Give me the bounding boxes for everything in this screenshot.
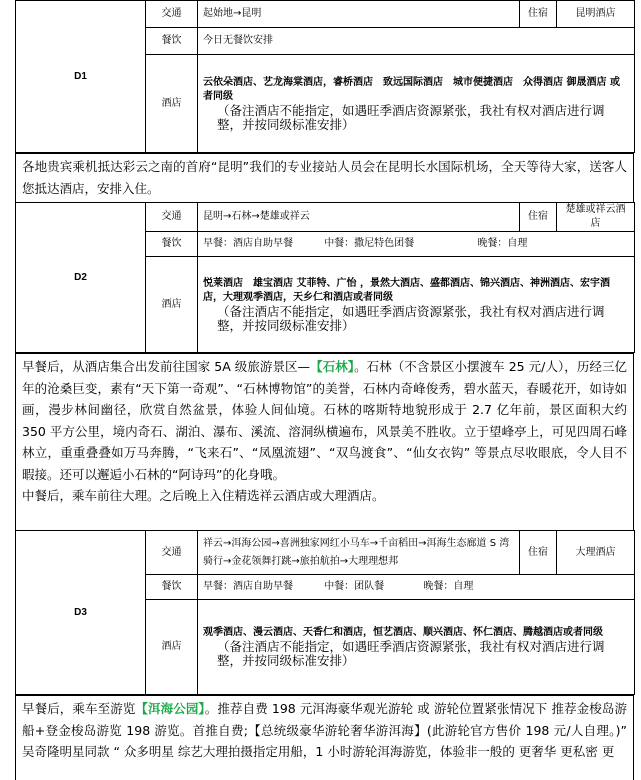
- hotel-list: 悦莱酒店 雄宝酒店 艾菲特、广怡 ，景然大酒店、盛都酒店、锦兴酒店、神洲酒店、宏宇酒店，大理观季酒店，天乡仁和酒店或者同级: [203, 277, 610, 303]
- stay-value: 大理酒店: [557, 531, 635, 575]
- breakfast-text: 早餐：酒店自助早餐: [203, 238, 293, 249]
- traffic-route: 起始地→昆明: [198, 1, 520, 28]
- hotel-cell: [198, 55, 635, 153]
- hotel-key: 酒店: [146, 600, 198, 695]
- dinner-text: 晚餐：自理: [423, 581, 474, 592]
- stay-value: 昆明酒店: [557, 1, 635, 28]
- traffic-route: 祥云→洱海公园→喜洲独家网红小马车→千亩稻田→洱海生态廊道 S 湾骑行→金花领舞打跳→旅拍航拍→大理理想邦: [198, 531, 520, 575]
- day-1-table: [15, 0, 635, 153]
- hotel-note: （备注酒店不能指定，如遇旺季酒店资源紧张，我社有权对酒店进行调整，并按同级标准安排）: [217, 303, 605, 333]
- day-label: D1: [16, 1, 146, 153]
- meal-cell: [198, 575, 635, 600]
- meal-key: 餐饮: [146, 28, 198, 55]
- desc-text: 。推荐自费 198 元洱海豪华观光游轮 或 游轮位置紧张情况下 推荐金梭岛游船+登金梭岛游览 198 游览。首推自费;【总统级豪华游轮奢华游洱海】(此游轮官方售价 198 元/人自理。)” 吴奇隆明星同款 “ 众多明星 综艺大理拍摄指定用船，1 小时游轮洱海游览，体验非一般的 更奢华 更私密 更: [22, 701, 627, 759]
- hotel-cell: [198, 257, 635, 353]
- meal-text: 今日无餐饮安排: [198, 28, 635, 55]
- itinerary-page: [15, 0, 634, 780]
- stay-key: 住宿: [520, 203, 557, 232]
- hotel-list: 云依朵酒店、艺龙海棠酒店，睿桥酒店 致远国际酒店 城市便捷酒店 众得酒店 御晟酒店 或者同级: [203, 76, 620, 102]
- desc-text-2: 中餐后，乘车前往大理。之后晚上入住精选祥云酒店或大理酒店。: [22, 488, 385, 503]
- day-2-description: [15, 353, 634, 530]
- stay-value: 楚雄或祥云酒店: [557, 203, 635, 232]
- traffic-key: 交通: [146, 531, 198, 575]
- hotel-key: 酒店: [146, 55, 198, 153]
- hotel-list: 观季酒店、漫云酒店、天香仁和酒店，恒艺酒店、顺兴酒店、怀仁酒店、腾越酒店或者同级: [203, 627, 603, 638]
- breakfast-text: 早餐：酒店自助早餐: [203, 581, 293, 592]
- stay-key: 住宿: [520, 531, 557, 575]
- desc-text: 早餐后，从酒店集合出发前往国家 5A 级旅游景区—: [22, 359, 311, 374]
- hotel-cell: [198, 600, 635, 695]
- hotel-note: （备注酒店不能指定，如遇旺季酒店资源紧张，我社有权对酒店进行调整，并按同级标准安排）: [217, 102, 605, 132]
- stay-key: 住宿: [520, 1, 557, 28]
- attraction-highlight: 【石林】: [310, 359, 355, 374]
- day-3-table: [15, 530, 635, 695]
- traffic-key: 交通: [146, 203, 198, 232]
- attraction-highlight: 【洱海公园】: [135, 701, 205, 716]
- lunch-text: 中餐：团队餐: [324, 581, 385, 592]
- traffic-route: 昆明→石林→楚雄或祥云: [198, 203, 520, 232]
- desc-text: 早餐后，乘车至游览: [22, 701, 136, 716]
- day-label: D3: [16, 531, 146, 695]
- day-label: D2: [16, 203, 146, 353]
- meal-cell: [198, 232, 635, 257]
- meal-key: 餐饮: [146, 232, 198, 257]
- day-1-description: 各地贵宾乘机抵达彩云之南的首府“昆明”我们的专业接站人员会在昆明长水国际机场，全天等待大家，送客人您抵达酒店，安排入住。: [15, 153, 634, 202]
- hotel-key: 酒店: [146, 257, 198, 353]
- desc-text: 。石林（不含景区小摆渡车 25 元/人），历经三亿年的沧桑巨变，素有“天下第一奇观”、“石林博物馆”的美誉，石林内奇峰俊秀，碧水蓝天，春暖花开，如诗如画，漫步林间幽径，欣赏自然盆景，体验人间仙境。石林的喀斯特地貌形成于 2.7 亿年前，景区面积大约 350 平方公里，境内奇石、湖泊、瀑布、溪流、溶洞纵横遍布，风景美不胜收。立于望峰亭上，可见四周石峰林立，重重叠叠如万马奔腾，“飞来石”、“凤凰流翅”、“双鸟渡食”、“仙女衣钩” 等景点尽收眼底，令人目不暇接。还可以邂逅小石林的“阿诗玛”的化身哦。: [22, 359, 627, 482]
- lunch-text: 中餐：撒尼特色团餐: [324, 238, 415, 249]
- day-2-table: [15, 202, 635, 353]
- dinner-text: 晚餐：自理: [477, 238, 528, 249]
- hotel-note: （备注酒店不能指定，如遇旺季酒店资源紧张，我社有权对酒店进行调整，并按同级标准安排）: [217, 639, 605, 668]
- meal-key: 餐饮: [146, 575, 198, 600]
- day-3-description: [15, 695, 634, 780]
- traffic-key: 交通: [146, 1, 198, 28]
